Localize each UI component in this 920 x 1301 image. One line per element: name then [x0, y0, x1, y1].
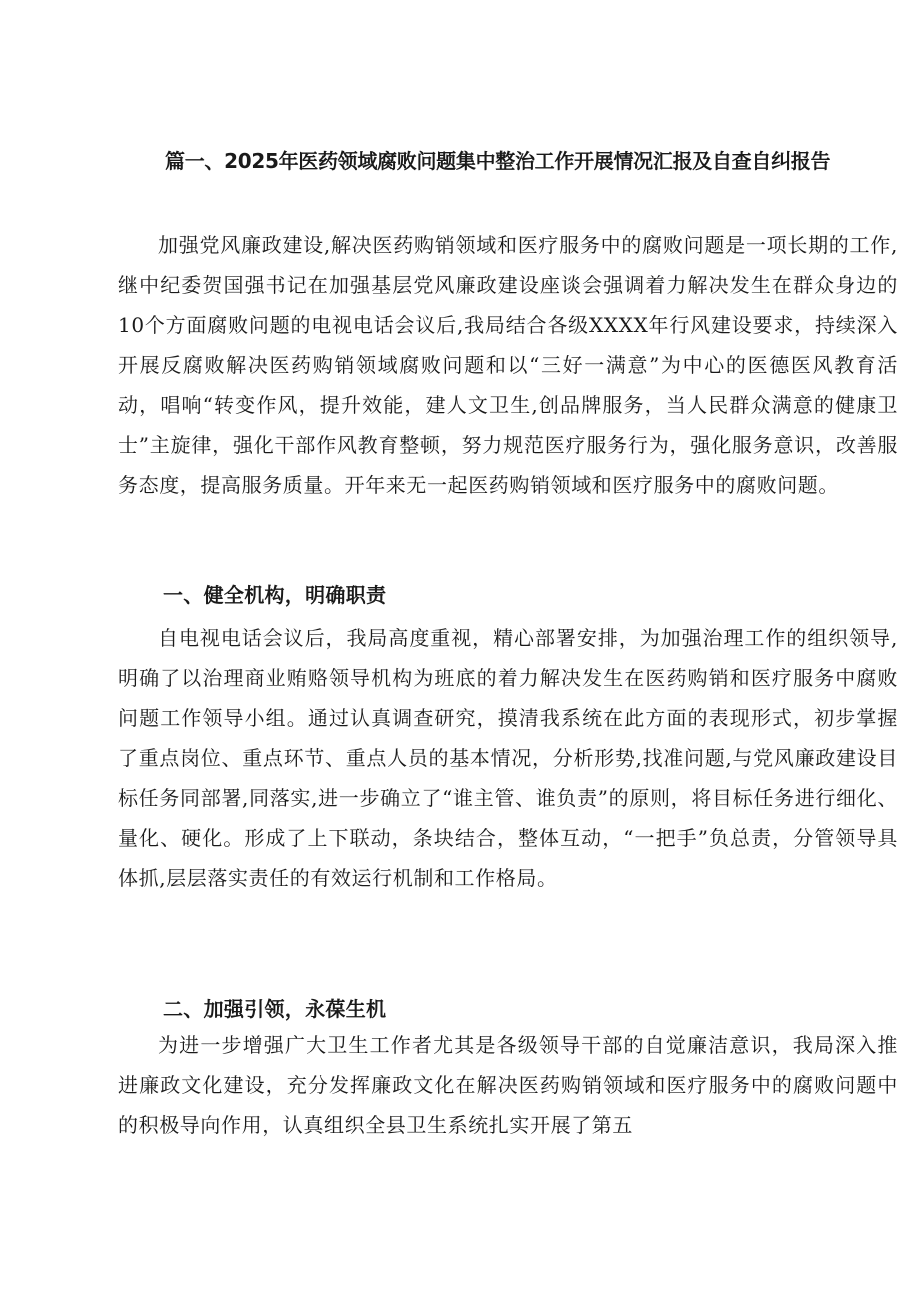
paragraph-intro: 加强党风廉政建设,解决医药购销领域和医疗服务中的腐败问题是一项长期的工作,继中纪委贺国强书记在加强基层党风廉政建设座谈会强调着力解决发生在群众身边的10个方面腐败问题的电视电话会议后,我局结合各级XXXX年行风建设要求，持续深入开展反腐败解决医药购销领域腐败问题和以“三好一满意”为中心的医德医风教育活动，唱响“转变作风，提升效能，建人文卫生,创品牌服务，当人民群众满意的健康卫士”主旋律，强化干部作风教育整顿，努力规范医疗服务行为，强化服务意识，改善服务态度，提高服务质量。开年来无一起医药购销领域和医疗服务中的腐败问题。: [118, 233, 898, 497]
section-heading-1: 一、健全机构，明确职责: [163, 583, 387, 607]
document-title: 篇一、2025年医药领域腐败问题集中整治工作开展情况汇报及自查自纠报告: [165, 149, 831, 173]
paragraph-section-1: 自电视电话会议后，我局高度重视，精心部署安排，为加强治理工作的组织领导,明确了以治理商业贿赂领导机构为班底的着力解决发生在医药购销和医疗服务中腐败问题工作领导小组。通过认真调查研究，摸清我系统在此方面的表现形式，初步掌握了重点岗位、重点环节、重点人员的基本情况，分析形势,找准问题,与党风廉政建设目标任务同部署,同落实,进一步确立了“谁主管、谁负责”的原则，将目标任务进行细化、量化、硬化。形成了上下联动，条块结合，整体互动，“一把手”负总责，分管领导具体抓,层层落实责任的有效运行机制和工作格局。: [118, 626, 898, 890]
paragraph-section-2: 为进一步增强广大卫生工作者尤其是各级领导干部的自觉廉洁意识，我局深入推进廉政文化建设，充分发挥廉政文化在解决医药购销领域和医疗服务中的腐败问题中的积极导向作用，认真组织全县卫生系统扎实开展了第五: [118, 1033, 898, 1137]
section-heading-2: 二、加强引领，永葆生机: [163, 997, 387, 1021]
